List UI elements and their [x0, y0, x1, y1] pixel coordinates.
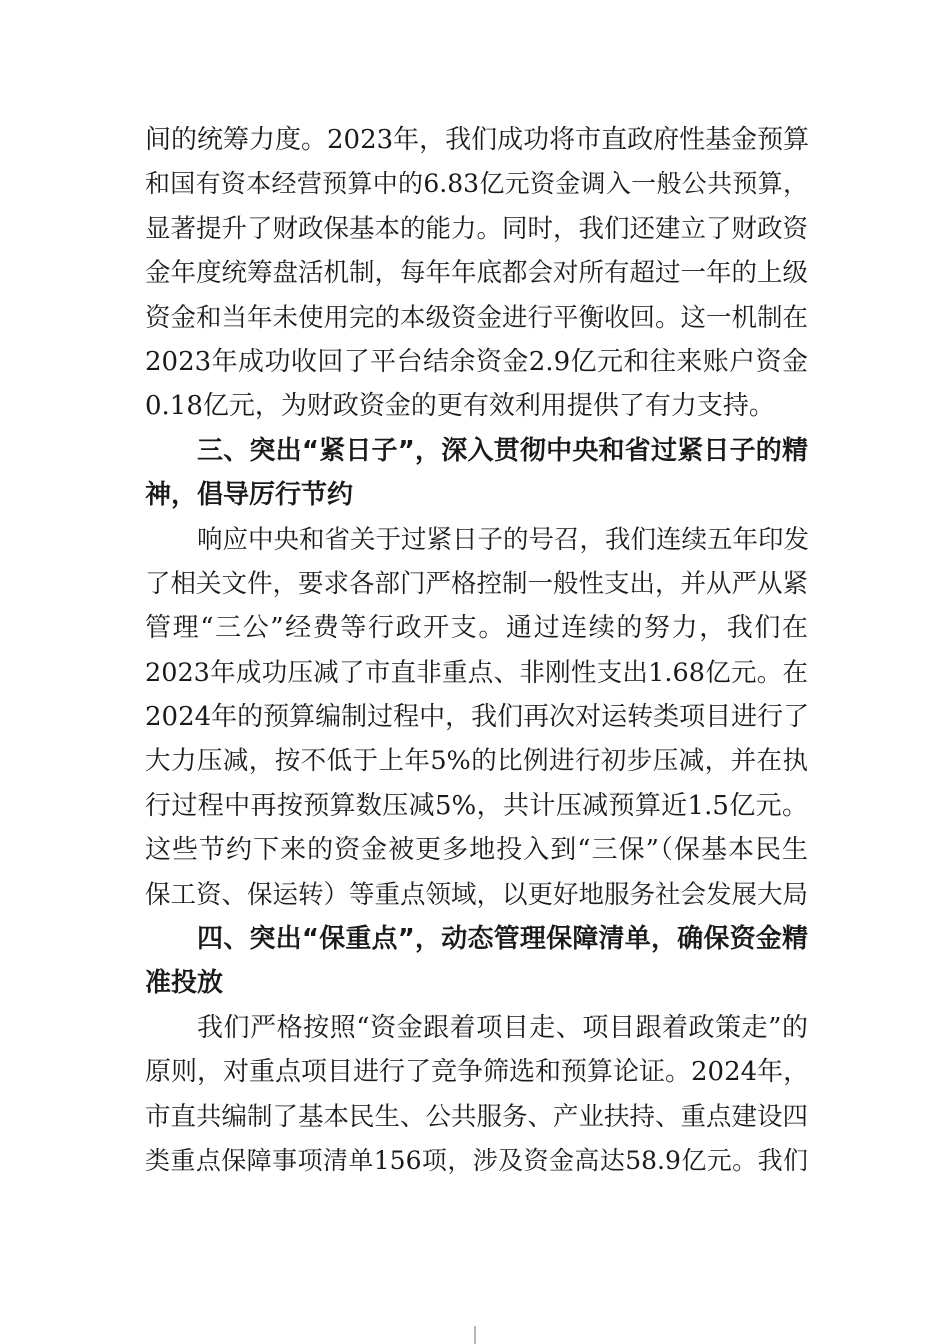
- paragraph-line: 我们严格按照“资金跟着项目走、项目跟着政策走”的: [197, 1012, 808, 1043]
- paragraph-line: 间的统筹力度。2023年，我们成功将市直政府性基金预算: [145, 125, 810, 155]
- paragraph-line: 2023年成功压减了市直非重点、非刚性支出1.68亿元。在: [145, 657, 808, 688]
- paragraph-line: 0.18亿元，为财政资金的更有效利用提供了有力支持。: [145, 391, 775, 422]
- section-heading-4-line: 准投放: [145, 968, 224, 999]
- paragraph-line: 和国有资本经营预算中的6.83亿元资金调入一般公共预算，: [145, 169, 808, 199]
- paragraph-line: 行过程中再按预算数压减5%，共计压减预算近1.5亿元。: [145, 790, 808, 821]
- paragraph-line: 2024年的预算编制过程中，我们再次对运转类项目进行了: [145, 702, 810, 733]
- paragraph-line: 资金和当年未使用完的本级资金进行平衡收回。这一机制在: [145, 302, 809, 333]
- paragraph-line: 显著提升了财政保基本的能力。同时，我们还建立了财政资: [145, 213, 809, 244]
- paragraph-line: 市直共编制了基本民生、公共服务、产业扶持、重点建设四: [145, 1101, 809, 1132]
- paragraph-line: 大力压减，按不低于上年5%的比例进行初步压减，并在执: [145, 746, 808, 777]
- paragraph-line: 管理“三公”经费等行政开支。通过连续的努力，我们在: [145, 613, 808, 644]
- paragraph-line: 原则，对重点项目进行了竞争筛选和预算论证。2024年，: [145, 1057, 810, 1088]
- paragraph-line: 类重点保障事项清单156项，涉及资金高达58.9亿元。我们: [145, 1145, 808, 1175]
- section-heading-3-line: 神，倡导厉行节约: [145, 480, 354, 511]
- paragraph-line: 这些节约下来的资金被更多地投入到“三保”（保基本民生: [145, 835, 808, 866]
- paragraph-line: 了相关文件，要求各部门严格控制一般性支出，并从严从紧: [145, 568, 809, 599]
- paragraph-line: 金年度统筹盘活机制，每年年底都会对所有超过一年的上级: [145, 258, 809, 289]
- document-body: [145, 118, 808, 1183]
- page-divider-mark: [474, 1326, 476, 1344]
- section-heading-4-line: 四、突出“保重点”，动态管理保障清单，确保资金精: [197, 924, 808, 955]
- paragraph-line: 响应中央和省关于过紧日子的号召，我们连续五年印发: [197, 524, 810, 555]
- paragraph-line: 2023年成功收回了平台结余资金2.9亿元和往来账户资金: [145, 346, 808, 377]
- section-heading-3-line: 三、突出“紧日子”，深入贯彻中央和省过紧日子的精: [197, 435, 808, 466]
- paragraph-line: 保工资、保运转）等重点领域，以更好地服务社会发展大局: [145, 879, 809, 910]
